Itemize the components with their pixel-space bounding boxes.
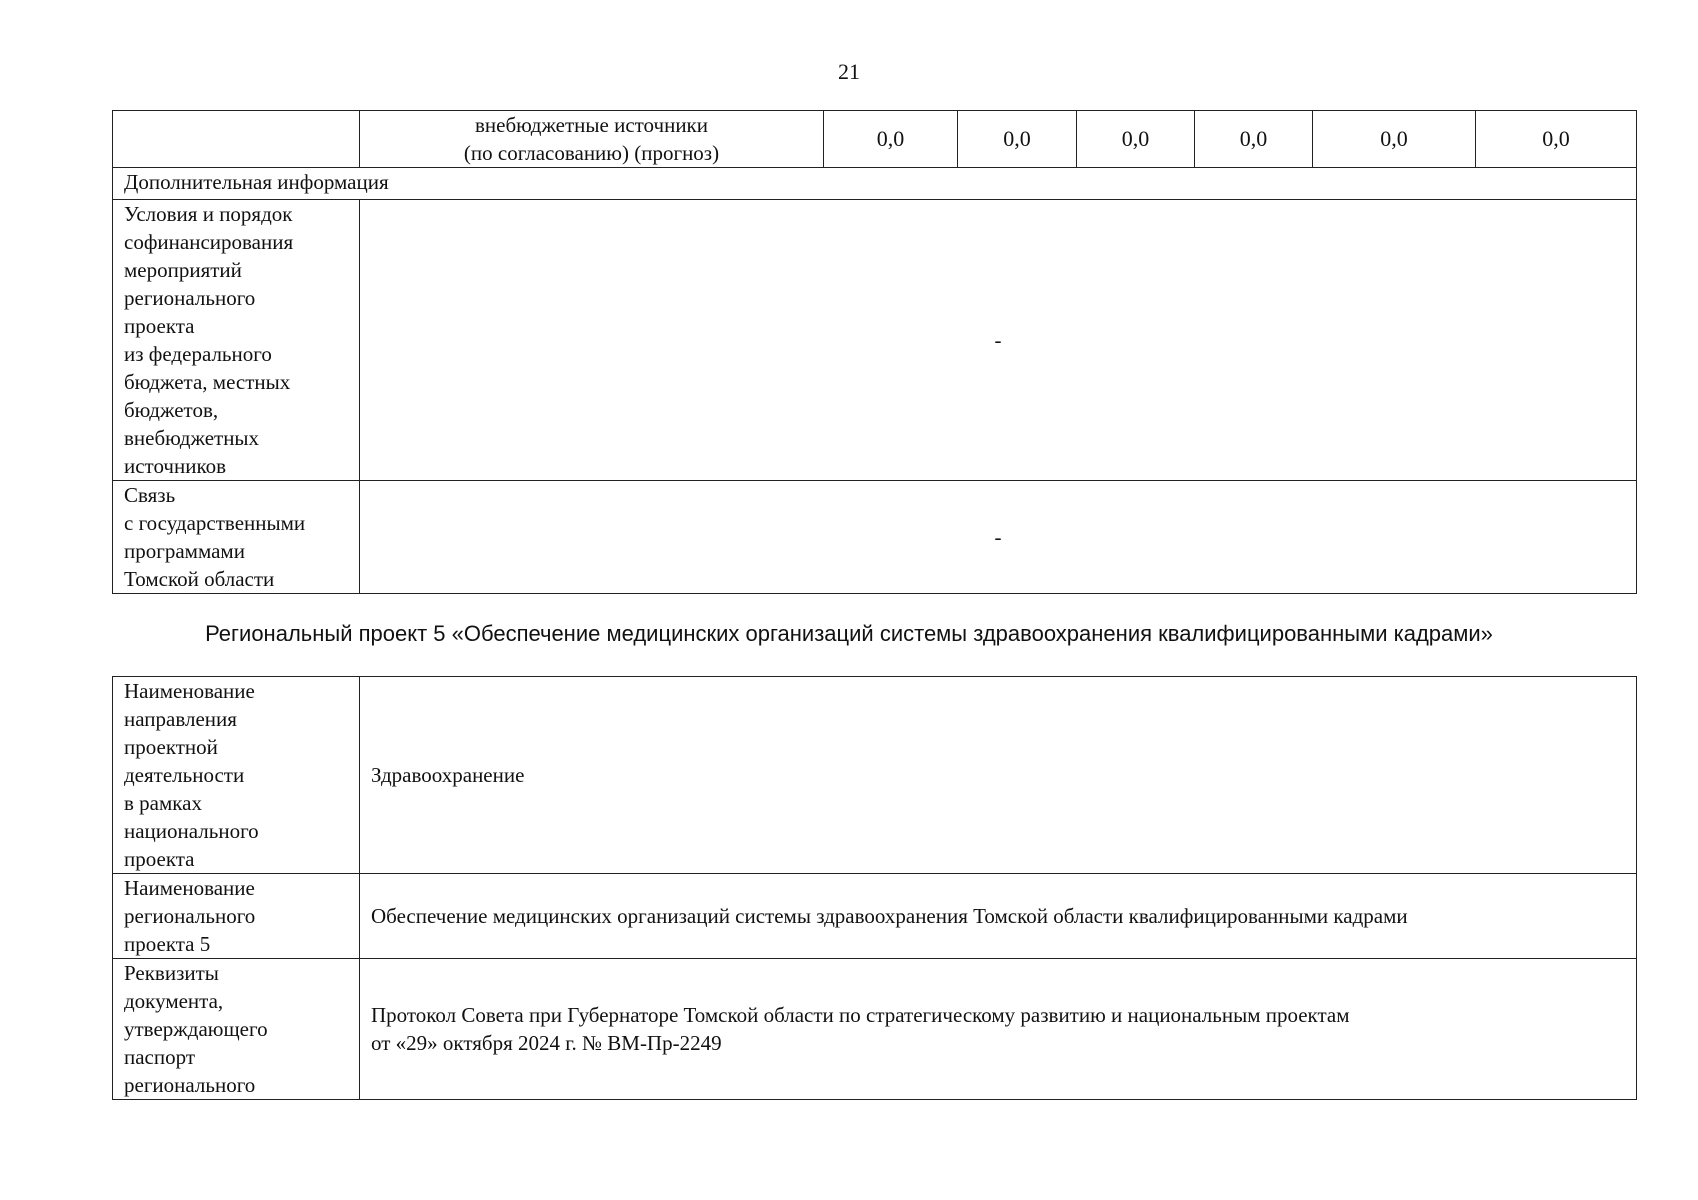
funding-continuation-table (112, 110, 1637, 594)
table-row (113, 200, 1637, 481)
table-row (113, 481, 1637, 594)
table-row (113, 874, 1637, 959)
cofinancing-value: - (360, 200, 1637, 481)
empty-cell (113, 111, 360, 168)
table-row (113, 959, 1637, 1100)
row-value: Здравоохранение (360, 677, 1637, 874)
value-cell: 0,0 (958, 111, 1077, 168)
section-title: Региональный проект 5 «Обеспечение медицинских организаций системы здравоохранения квалифицированными кадрами» (205, 621, 1493, 646)
value-cell: 0,0 (1195, 111, 1313, 168)
row-label: Реквизиты документа, утверждающего паспорт регионального (113, 959, 360, 1100)
additional-info-heading: Дополнительная информация (113, 168, 1637, 200)
cofinancing-label: Условия и порядок софинансирования мероприятий регионального проекта из федерального бюджета, местных бюджетов, внебюджетных источников (113, 200, 360, 481)
row-value: Обеспечение медицинских организаций системы здравоохранения Томской области квалифицированными кадрами (360, 874, 1637, 959)
value-cell: 0,0 (824, 111, 958, 168)
page-number: 21 (838, 59, 860, 84)
project-passport-table (112, 676, 1637, 1100)
table-row (113, 168, 1637, 200)
row-label: Наименование направления проектной деятельности в рамках национального проекта (113, 677, 360, 874)
value-cell: 0,0 (1077, 111, 1195, 168)
value-cell: 0,0 (1476, 111, 1637, 168)
programs-label: Связь с государственными программами Томской области (113, 481, 360, 594)
value-cell: 0,0 (1313, 111, 1476, 168)
row-value: Протокол Совета при Губернаторе Томской области по стратегическому развитию и национальным проектам от «29» октября 2024 г. № ВМ-Пр-2249 (360, 959, 1637, 1100)
programs-value: - (360, 481, 1637, 594)
row-label: Наименование регионального проекта 5 (113, 874, 360, 959)
funding-source-label: внебюджетные источники (по согласованию) (прогноз) (360, 111, 824, 168)
table-row (113, 677, 1637, 874)
table-row (113, 111, 1637, 168)
